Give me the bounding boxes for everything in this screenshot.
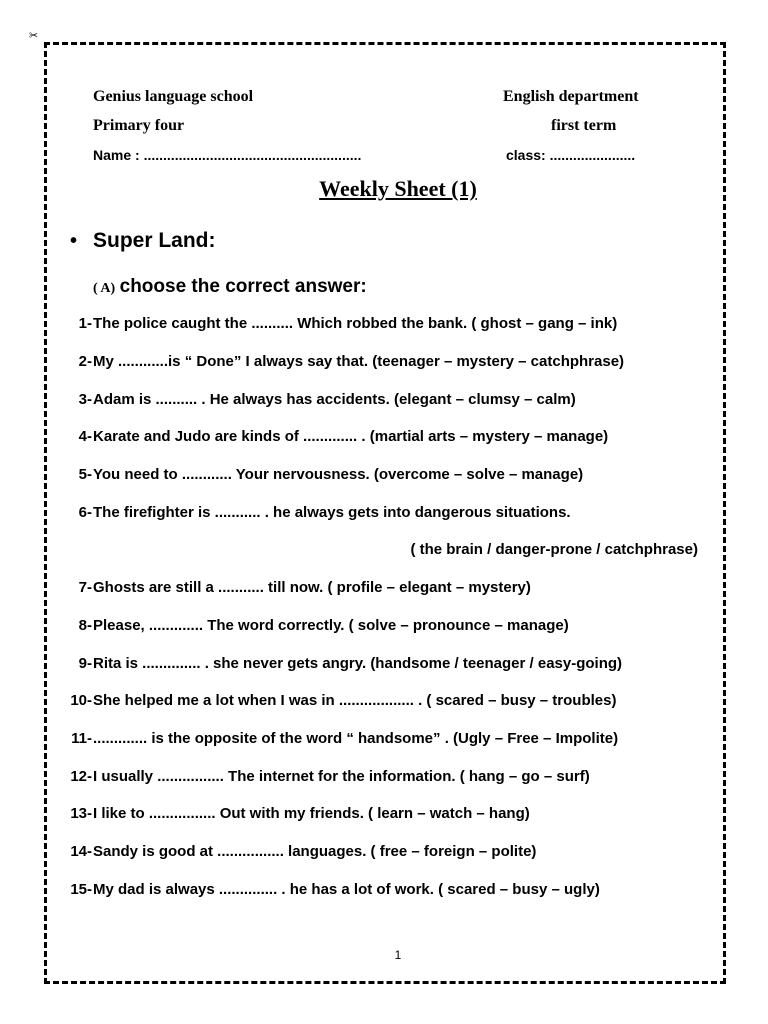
- question-text: She helped me a lot when I was in .................. . ( scared – busy – troubles): [93, 692, 617, 709]
- question-number: 14-: [70, 843, 92, 860]
- name-field: Name : ........................................................: [93, 147, 362, 163]
- department-name: English department: [503, 88, 639, 105]
- question-text: The firefighter is ........... . he always gets into dangerous situations.: [93, 504, 571, 521]
- question-text: Please, ............. The word correctly. ( solve – pronounce – manage): [93, 617, 569, 634]
- section-mark: ( A): [93, 281, 116, 296]
- question-text: The police caught the .......... Which robbed the bank. ( ghost – gang – ink): [93, 315, 618, 332]
- question-number: 11-: [71, 730, 92, 747]
- bullet-icon: •: [70, 230, 78, 252]
- question-number: 2-: [78, 353, 92, 370]
- school-name: Genius language school: [93, 88, 254, 105]
- question-text: Adam is .......... . He always has accidents. (elegant – clumsy – calm): [93, 391, 576, 408]
- unit-heading: [70, 229, 216, 253]
- question-text: I like to ................ Out with my friends. ( learn – watch – hang): [93, 805, 530, 822]
- question-number: 10-: [70, 692, 92, 709]
- question-number: 15-: [70, 881, 92, 898]
- question-text: Rita is .............. . she never gets angry. (handsome / teenager / easy-going): [93, 655, 623, 672]
- question-text: Ghosts are still a ........... till now. ( profile – elegant – mystery): [93, 579, 531, 596]
- question-number: 4-: [78, 428, 92, 445]
- question-number: 5-: [78, 466, 92, 483]
- section-instruction: choose the correct answer:: [119, 276, 367, 297]
- question-text: Sandy is good at ................ languages. ( free – foreign – polite): [93, 843, 537, 860]
- question-number: 7-: [78, 579, 92, 596]
- page-number: 1: [394, 948, 402, 962]
- question-number: 1-: [78, 315, 92, 332]
- question-text: You need to ............ Your nervousness. (overcome – solve – manage): [93, 466, 584, 483]
- page-title: Weekly Sheet (1): [319, 176, 477, 201]
- section-heading: [93, 276, 367, 298]
- question-number: 6-: [78, 504, 92, 521]
- unit-title: Super Land:: [93, 229, 216, 252]
- question6-options: ( the brain / danger-prone / catchphrase): [410, 541, 698, 558]
- question-number: 9-: [78, 655, 92, 672]
- question-text: Karate and Judo are kinds of ............. . (martial arts – mystery – manage): [93, 428, 609, 445]
- question-text: My dad is always .............. . he has a lot of work. ( scared – busy – ugly): [93, 881, 600, 898]
- class-field: class: ......................: [506, 147, 636, 163]
- question-text: My ............is “ Done” I always say that. (teenager – mystery – catchphrase): [93, 353, 625, 370]
- grade-label: Primary four: [93, 117, 185, 134]
- scissors-icon: ✂: [29, 29, 39, 42]
- term-label: first term: [551, 117, 617, 134]
- question-text: I usually ................ The internet for the information. ( hang – go – surf): [93, 768, 590, 785]
- question-number: 3-: [78, 391, 92, 408]
- question-text: ............. is the opposite of the word “ handsome” . (Ugly – Free – Impolite): [93, 730, 619, 747]
- question-number: 8-: [78, 617, 92, 634]
- question-number: 12-: [70, 768, 92, 785]
- question-number: 13-: [70, 805, 92, 822]
